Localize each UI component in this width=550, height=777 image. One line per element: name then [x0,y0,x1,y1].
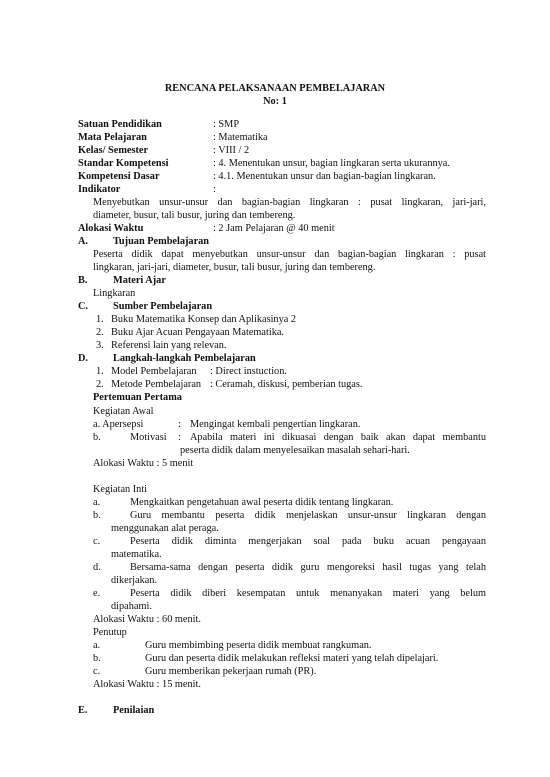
alokasi-waktu: Alokasi Waktu : 15 menit. [93,679,201,690]
section-title: Langkah-langkah Pembelajaran [113,353,256,364]
section-text: lingkaran, jari-jari, diameter, busur, tali busur, juring dan tembereng. [93,262,376,273]
list-number: 2. [96,327,104,338]
inti-letter: a. [93,497,101,508]
section-text: Peserta didik dapat menyebutkan unsur-unsur dan bagian-bagian lingkaran : pusat [93,249,486,260]
identity-label: Mata Pelajaran [78,132,147,143]
penutup-text: Guru memberikan pekerjaan rumah (PR). [145,666,317,677]
identity-value: : Matematika [213,132,268,143]
section-title: Penilaian [113,705,155,716]
list-number: 1. [96,314,104,325]
inti-text: Bersama-sama dengan peserta didik guru mengoreksi hasil tugas yang telah [130,562,486,573]
inti-letter: e. [93,588,101,599]
section-letter: E. [78,705,88,716]
list-item: Referensi lain yang relevan. [111,340,227,351]
inti-text: matematika. [111,549,162,560]
alokasi-label: Alokasi Waktu [78,223,144,234]
apersepsi-colon: : [178,419,181,430]
section-letter: B. [78,275,88,286]
identity-label: Standar Kompetensi [78,158,169,169]
alokasi-waktu: Alokasi Waktu : 5 menit [93,458,194,469]
identity-label: Satuan Pendidikan [78,119,162,130]
inti-letter: c. [93,536,101,547]
list-item-label: Model Pembelajaran [111,366,197,377]
list-number: 2. [96,379,104,390]
motivasi-text: peserta didik dalam menyelesaikan masalah sehari-hari. [180,445,410,456]
indicator-text: Menyebutkan unsur-unsur dan bagian-bagian lingkaran : pusat lingkaran, jari-jari, [93,197,486,208]
activity-title: Penutup [93,627,127,638]
section-letter: D. [78,353,89,364]
inti-letter: b. [93,510,101,521]
identity-label: Kelas/ Semester [78,145,149,156]
section-letter: C. [78,301,89,312]
inti-text: Peserta didik diberi kesempatan untuk menanyakan materi yang belum [130,588,486,599]
penutup-letter: c. [93,666,101,677]
alokasi-value: : 2 Jam Pelajaran @ 40 menit [213,223,335,234]
motivasi-letter: b. [93,432,101,443]
indicator-text: diameter, busur, tali busur, juring dan tembereng. [93,210,296,221]
list-number: 1. [96,366,104,377]
document-number: No: 1 [263,96,287,107]
list-item-value: : Ceramah, diskusi, pemberian tugas. [210,379,363,390]
inti-text: Peserta didik diminta mengerjakan soal pada buku acuan pengayaan [130,536,486,547]
inti-text: dikerjakan. [111,575,158,586]
motivasi-colon: : [178,432,181,443]
activity-title: Kegiatan Awal [93,406,154,417]
section-title: Tujuan Pembelajaran [113,236,210,247]
penutup-letter: a. [93,640,101,651]
alokasi-waktu: Alokasi Waktu : 60 menit. [93,614,201,625]
penutup-text: Guru membimbing peserta didik membuat rangkuman. [145,640,372,651]
document-title: RENCANA PELAKSANAAN PEMBELAJARAN [164,83,386,94]
identity-label: Indikator [78,184,121,195]
section-text: Lingkaran [93,288,136,299]
identity-value: : 4.1. Menentukan unsur dan bagian-bagian lingkaran. [213,171,436,182]
identity-value: : VIII / 2 [213,145,250,156]
list-item: Buku Ajar Acuan Pengayaan Matematika. [111,327,284,338]
apersepsi-label: a. Apersepsi [93,419,144,430]
section-letter: A. [78,236,89,247]
identity-value: : 4. Menentukan unsur, bagian lingkaran serta ukurannya. [213,158,450,169]
list-item-label: Metode Pembelajaran [111,379,202,390]
identity-label: Kompetensi Dasar [78,171,160,182]
inti-text: menggunakan alat peraga. [111,523,219,534]
inti-text: dipahami. [111,601,152,612]
penutup-letter: b. [93,653,101,664]
section-title: Sumber Pembelajaran [113,301,213,312]
motivasi-text: Apabila materi ini dikuasai dengan baik akan dapat membantu [190,432,486,443]
penutup-text: Guru dan peserta didik melakukan refleksi materi yang telah dipelajari. [145,653,439,664]
apersepsi-text: Mengingat kembali pengertian lingkaran. [190,419,361,430]
identity-value: : [213,184,216,195]
section-title: Materi Ajar [113,275,166,286]
activity-title: Kegiatan Inti [93,484,148,495]
list-item: Buku Matematika Konsep dan Aplikasinya 2 [111,314,297,325]
inti-letter: d. [93,562,101,573]
inti-text: Mengkaitkan pengetahuan awal peserta didik tentang lingkaran. [130,497,394,508]
list-number: 3. [96,340,104,351]
identity-value: : SMP [213,119,240,130]
meeting-title: Pertemuan Pertama [93,392,182,403]
inti-text: Guru membantu peserta didik menjelaskan unsur-unsur lingkaran dengan [130,510,486,521]
list-item-value: : Direct instuction. [210,366,287,377]
motivasi-label: Motivasi [130,432,167,443]
